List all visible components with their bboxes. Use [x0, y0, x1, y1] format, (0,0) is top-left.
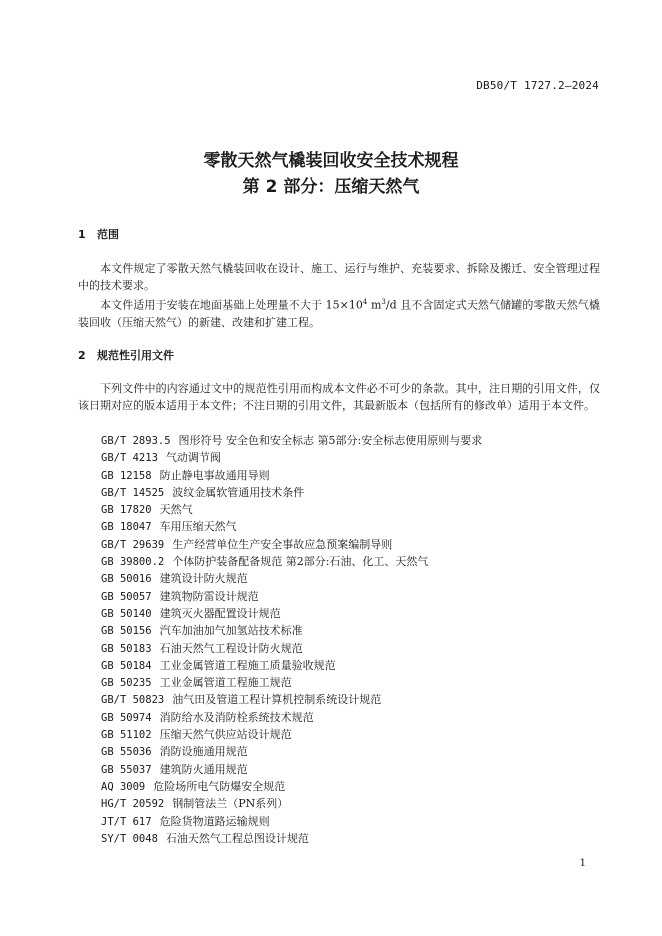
scope-paragraph-1: 本文件规定了零散天然气橇装回收在设计、施工、运行与维护、充装要求、拆除及搬迁、安全管理过程中的技术要求。	[78, 262, 600, 292]
reference-item	[101, 553, 482, 570]
section-number: 2	[78, 349, 86, 362]
reference-name: 工业金属管道工程施工规范	[159, 676, 292, 690]
reference-item	[101, 761, 482, 778]
reference-code: AQ 3009	[101, 780, 146, 793]
reference-code: GB 18047	[101, 521, 152, 534]
reference-name: 建筑设计防火规范	[159, 572, 248, 586]
reference-item	[101, 570, 482, 587]
reference-item	[101, 605, 482, 622]
reference-code: GB 50016	[101, 573, 152, 586]
reference-name: 生产经营单位生产安全事故应急预案编制导则	[172, 537, 393, 551]
reference-item	[101, 778, 482, 795]
reference-item	[101, 813, 482, 830]
reference-item	[101, 432, 482, 449]
reference-name: 危险货物道路运输规则	[159, 814, 270, 828]
reference-item	[101, 484, 482, 501]
reference-name: 钢制管法兰（PN系列）	[172, 797, 289, 811]
reference-item	[101, 501, 482, 518]
reference-name: 建筑灭火器配置设计规范	[159, 606, 281, 620]
reference-code: GB 55036	[101, 746, 152, 759]
reference-item	[101, 640, 482, 657]
reference-name: 建筑物防雷设计规范	[159, 589, 259, 603]
page-number: 1	[579, 858, 586, 869]
reference-item	[101, 830, 482, 847]
reference-name: 汽车加油加气加氢站技术标准	[159, 624, 303, 638]
reference-item	[101, 449, 482, 466]
scope-paragraph-2: 本文件适用于安装在地面基础上处理量不大于 $15\times 10^4$ $m^3/d$ 且不含固定式天然气储罐的零散天然气橇装回收（压缩天然气）的新建、改建和扩建工程。	[78, 298, 600, 329]
reference-code: GB 12158	[101, 469, 152, 482]
reference-item	[101, 726, 482, 743]
reference-name: 油气田及管道工程计算机控制系统设计规范	[172, 693, 382, 707]
reference-code: GB 50235	[101, 677, 152, 690]
reference-code: GB 51102	[101, 729, 152, 742]
reference-code: GB 39800.2	[101, 556, 165, 569]
section-heading-normative-references	[78, 347, 174, 363]
reference-item	[101, 674, 482, 691]
reference-name: 车用压缩天然气	[159, 520, 237, 534]
reference-name: 压缩天然气供应站设计规范	[159, 728, 292, 742]
reference-code: GB 50183	[101, 642, 152, 655]
reference-item	[101, 743, 482, 760]
reference-name: 石油天然气工程设计防火规范	[159, 641, 303, 655]
reference-code: GB/T 2893.5	[101, 435, 171, 447]
reference-name: 气动调节阀	[165, 451, 221, 465]
reference-code: GB 55037	[101, 763, 152, 776]
reference-code: GB 17820	[101, 504, 152, 517]
reference-item	[101, 709, 482, 726]
reference-name: 消防给水及消防栓系统技术规范	[159, 710, 314, 724]
section-title: 范围	[97, 228, 119, 241]
reference-code: GB 50184	[101, 659, 152, 672]
reference-name: 危险场所电气防爆安全规范	[153, 779, 286, 793]
reference-code: GB 50057	[101, 590, 152, 603]
section-number: 1	[78, 228, 86, 241]
reference-list	[101, 432, 482, 847]
reference-name: 消防设施通用规范	[159, 745, 248, 759]
reference-code: HG/T 20592	[101, 798, 165, 811]
reference-name: 个体防护装备配备规范 第2部分:石油、化工、天然气	[172, 555, 429, 569]
reference-name: 建筑防火通用规范	[159, 762, 248, 776]
reference-item	[101, 795, 482, 812]
reference-name: 天然气	[159, 503, 193, 517]
reference-code: JT/T 617	[101, 815, 152, 828]
reference-name: 图形符号 安全色和安全标志 第5部分:安全标志使用原则与要求	[178, 434, 483, 447]
document-subtitle: 第 2 部分：压缩天然气	[242, 177, 420, 197]
section-heading-scope	[78, 226, 119, 242]
reference-name: 波纹金属软管通用技术条件	[172, 485, 305, 499]
reference-code: GB/T 50823	[101, 694, 165, 707]
reference-code: GB 50974	[101, 711, 152, 724]
reference-code: GB/T 29639	[101, 538, 165, 551]
section-title: 规范性引用文件	[97, 349, 174, 362]
references-intro-paragraph: 下列文件中的内容通过文中的规范性引用而构成本文件必不可少的条款。其中，注日期的引用文件，仅该日期对应的版本适用于本文件；不注日期的引用文件，其最新版本（包括所有的修改单）适用于本文件。	[78, 382, 600, 412]
standard-code: DB50/T 1727.2—2024	[476, 79, 599, 92]
reference-item	[101, 691, 482, 708]
reference-name: 防止静电事故通用导则	[159, 468, 270, 482]
reference-item	[101, 536, 482, 553]
reference-code: SY/T 0048	[101, 832, 158, 845]
reference-code: GB 50140	[101, 607, 152, 620]
reference-code: GB/T 4213	[101, 452, 158, 465]
reference-item	[101, 588, 482, 605]
reference-item	[101, 657, 482, 674]
reference-item	[101, 467, 482, 484]
reference-item	[101, 518, 482, 535]
document-title: 零散天然气橇装回收安全技术规程	[203, 151, 459, 171]
reference-code: GB 50156	[101, 625, 152, 638]
reference-name: 工业金属管道工程施工质量验收规范	[159, 658, 336, 672]
reference-name: 石油天然气工程总图设计规范	[165, 831, 309, 845]
reference-item	[101, 622, 482, 639]
reference-code: GB/T 14525	[101, 486, 165, 499]
